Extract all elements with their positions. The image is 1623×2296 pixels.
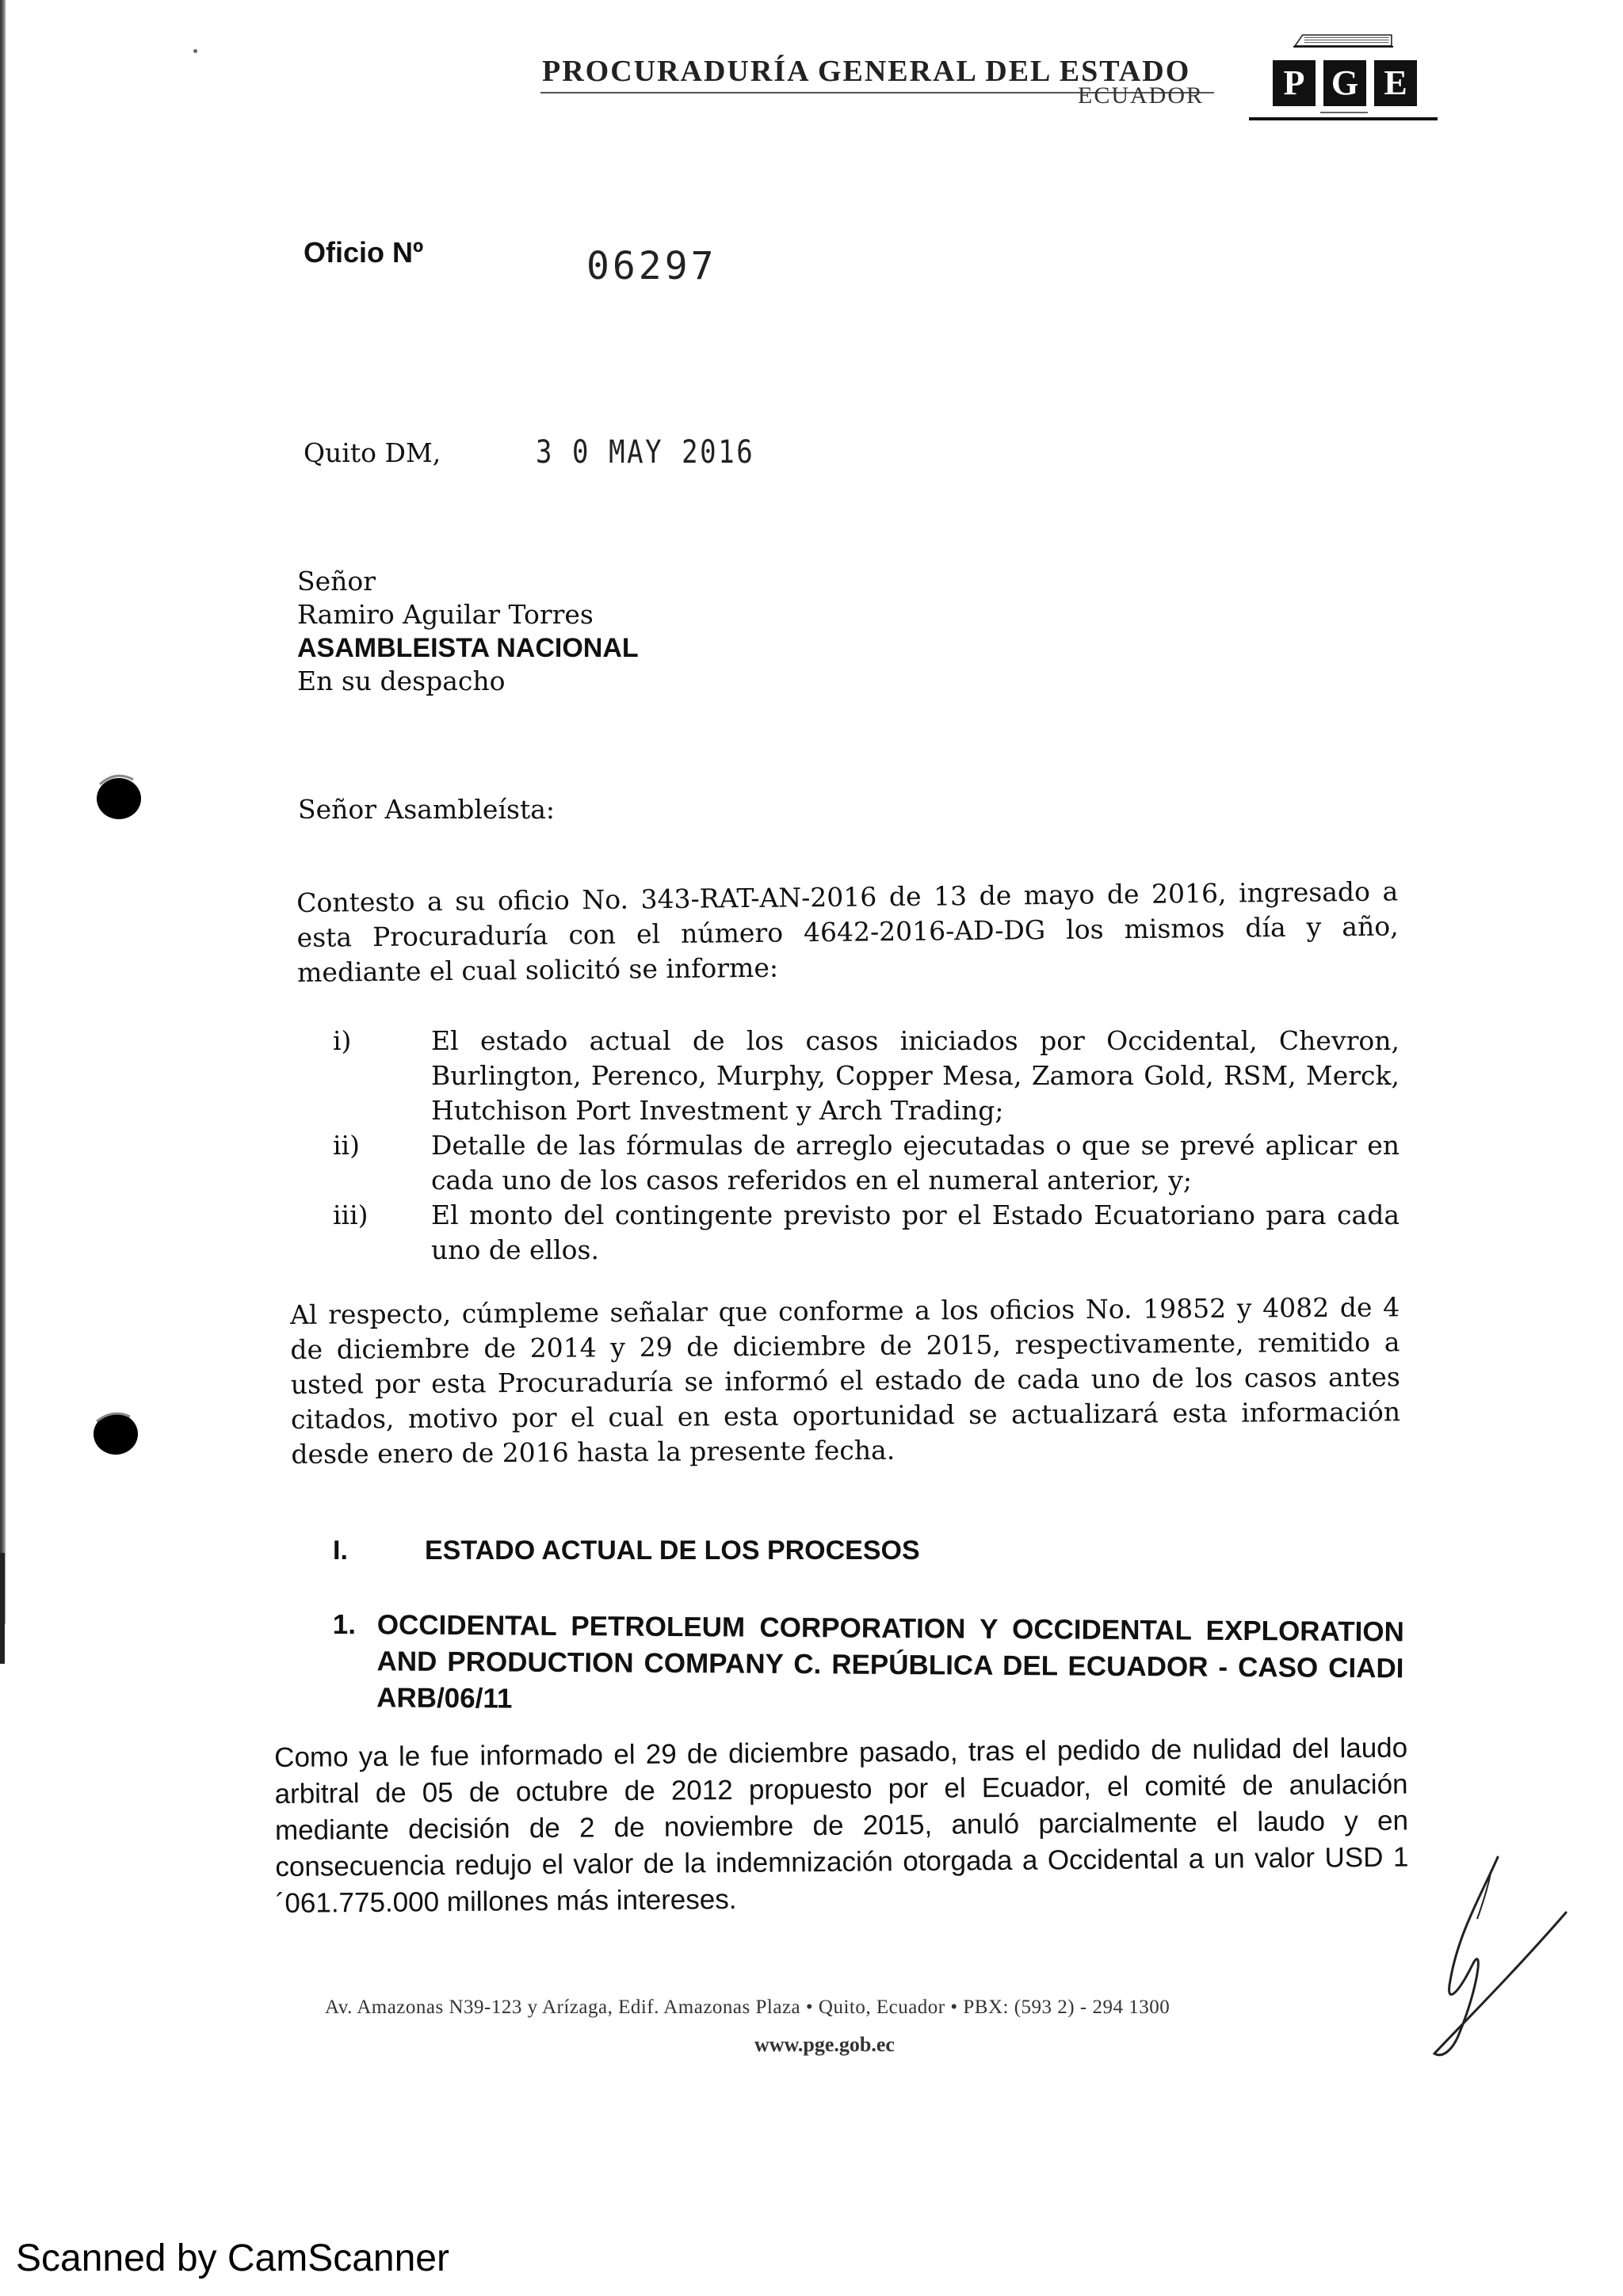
list-item bbox=[333, 1024, 1400, 1128]
scan-speck bbox=[193, 49, 197, 53]
list-item-number: iii) bbox=[333, 1199, 369, 1230]
addressee-block bbox=[297, 565, 639, 698]
section-heading bbox=[333, 1535, 920, 1566]
list-item-text: El monto del contingente previsto por el Estado Ecuatoriano para cada uno de ellos. bbox=[431, 1199, 1400, 1265]
context-paragraph: Al respecto, cúmpleme señalar que conforme a los oficios No. 19852 y 4082 de 4 de diciembre de 2014 y 29 de diciembre de 2015, respectivamente, remitido a usted por esta Procuraduría se informó el estado de cada uno de los casos antes citados, motivo por el cual en esta oportunidad se actualizará esta información desde enero de 2016 hasta la presente fecha. bbox=[290, 1291, 1401, 1470]
list-item-number: ii) bbox=[333, 1130, 360, 1161]
punch-hole-icon bbox=[89, 767, 144, 822]
institution-country: ECUADOR bbox=[1078, 82, 1205, 109]
footer-website: www.pge.gob.ec bbox=[754, 2033, 895, 2056]
signature-icon bbox=[1426, 1846, 1577, 2060]
addressee-name: Ramiro Aguilar Torres bbox=[297, 599, 594, 630]
list-item-number: i) bbox=[333, 1025, 352, 1056]
pge-logo bbox=[1249, 33, 1438, 122]
logo-letter-g: G bbox=[1323, 60, 1366, 106]
footer-address: Av. Amazonas N39-123 y Arízaga, Edif. Amazonas Plaza • Quito, Ecuador • PBX: (593 2) - 294 1300 bbox=[325, 1997, 1170, 2018]
case-heading bbox=[332, 1607, 1404, 1723]
list-item bbox=[333, 1198, 1400, 1268]
list-item-text: El estado actual de los casos iniciados por Occidental, Chevron, Burlington, Perenco, Murphy, Copper Mesa, Zamora Gold, RSM, Merck, Hutchison Port Investment y Arch Trading; bbox=[431, 1025, 1400, 1126]
case-title: OCCIDENTAL PETROLEUM CORPORATION Y OCCIDENTAL EXPLORATION AND PRODUCTION COMPANY C. REPÚBLICA DEL ECUADOR - CASO CIADI ARB/06/11 bbox=[376, 1609, 1404, 1714]
addressee-position: ASAMBLEISTA NACIONAL bbox=[297, 633, 639, 663]
case-body-paragraph: Como ya le fue informado el 29 de diciembre pasado, tras el pedido de nulidad del laudo arbitral de 05 de octubre de 2012 propuesto por el Ecuador, el comité de anulación mediante decisión de 2 de noviembre de 2015, anuló parcialmente el laudo y en consecuencia redujo el valor de la indemnización otorgada a Occidental a un valor USD 1´061.775.000 millones más intereses. bbox=[274, 1732, 1409, 1919]
logo-letter-p: P bbox=[1273, 60, 1316, 106]
logo-roof-icon bbox=[1249, 33, 1438, 48]
addressee-location: En su despacho bbox=[297, 666, 506, 696]
oficio-number: 06297 bbox=[586, 244, 717, 288]
punch-hole-icon bbox=[87, 1402, 143, 1458]
list-item-text: Detalle de las fórmulas de arreglo ejecutadas o que se prevé aplicar en cada uno de los casos referidos en el numeral anterior, y; bbox=[431, 1130, 1400, 1196]
intro-paragraph: Contesto a su oficio No. 343-RAT-AN-2016 de 13 de mayo de 2016, ingresado a esta Procuraduría con el número 4642-2016-AD-DG los mismos día y año, mediante el cual solicitó se informe: bbox=[296, 875, 1399, 988]
section-numeral: I. bbox=[333, 1535, 348, 1566]
addressee-salutation: Señor bbox=[297, 566, 376, 597]
case-number: 1. bbox=[332, 1608, 357, 1641]
list-item bbox=[333, 1128, 1400, 1198]
logo-letter-e: E bbox=[1374, 60, 1417, 106]
dateline-place: Quito DM, bbox=[304, 437, 441, 468]
scanner-watermark: Scanned by CamScanner bbox=[16, 2237, 449, 2279]
scan-edge-shadow bbox=[0, 1553, 5, 1664]
section-title: ESTADO ACTUAL DE LOS PROCESOS bbox=[425, 1535, 920, 1566]
requests-list bbox=[333, 1024, 1400, 1268]
logo-base-icon bbox=[1249, 109, 1438, 122]
dateline-date-stamp: 3 0 MAY 2016 bbox=[536, 434, 755, 471]
scan-edge-shadow bbox=[0, 0, 6, 1624]
oficio-label: Oficio Nº bbox=[304, 236, 424, 269]
institution-name: PROCURADURÍA GENERAL DEL ESTADO bbox=[542, 55, 1191, 88]
greeting: Señor Asambleísta: bbox=[298, 794, 556, 825]
